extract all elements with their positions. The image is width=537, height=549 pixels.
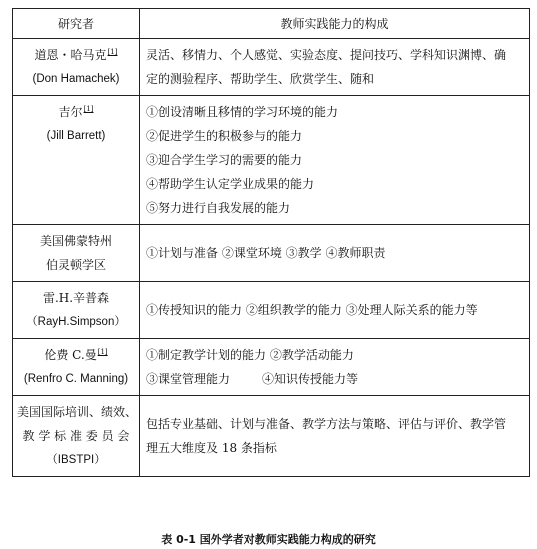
researcher-english-name: （IBSTPI） [46,454,106,466]
components-cell [140,225,530,282]
researcher-name: 吉尔[1] [58,105,94,119]
component-line: ③迎合学生学习的需要的能力 [146,153,303,167]
component-line: ④帮助学生认定学业成果的能力 [146,177,315,191]
researcher-cell [13,396,140,477]
table-row [13,225,530,282]
researcher-english-name: (Don Hamachek) [32,73,120,85]
component-line: ⑤努力进行自我发展的能力 [146,201,291,215]
researcher-name: 道恩・哈马克[1] [34,48,118,62]
researcher-cell [13,39,140,96]
header-researcher: 研究者 [13,9,140,39]
component-line: ①创设清晰且移情的学习环境的能力 [146,105,339,119]
table-header-row [13,9,530,39]
component-line: 理五大维度及 18 条指标 [146,441,277,455]
researcher-name: 雷.H.辛普森 [42,291,110,305]
citation-ref: [1] [83,105,94,113]
component-line: ①传授知识的能力 ②组织教学的能力 ③处理人际关系的能力等 [146,303,478,317]
components-cell [140,396,530,477]
researcher-name: 美国佛蒙特州 [39,234,112,248]
researcher-name-line2: 伯灵顿学区 [45,258,106,272]
components-cell [140,282,530,339]
researcher-name: 美国国际培训、绩效、 [17,405,138,419]
component-line: ③课堂管理能力 ④知识传授能力等 [146,372,359,386]
researcher-name: 伦费 C.曼[1] [44,348,108,362]
researcher-cell [13,225,140,282]
components-cell [140,39,530,96]
table-caption: 表 0-1 国外学者对教师实践能力构成的研究 [161,533,376,546]
component-line: 灵活、移情力、个人感觉、实验态度、提问技巧、学科知识渊博、确 [146,48,507,62]
researcher-cell [13,282,140,339]
header-components: 教师实践能力的构成 [140,9,530,39]
components-cell [140,96,530,225]
citation-ref: [1] [97,348,108,356]
researcher-english-name: (Jill Barrett) [46,130,106,142]
components-cell [140,339,530,396]
table-row [13,339,530,396]
component-line: ①制定教学计划的能力 ②教学活动能力 [146,348,354,362]
researcher-english-name: （RayH.Simpson） [26,316,126,328]
research-table [12,8,530,477]
component-line: ②促进学生的积极参与的能力 [146,129,303,143]
component-line: ①计划与准备 ②课堂环境 ③教学 ④教师职责 [146,246,386,260]
researcher-cell [13,339,140,396]
table-row [13,396,530,477]
researcher-cell [13,96,140,225]
table-row [13,96,530,225]
table-row [13,282,530,339]
researcher-name-line2: 教 学 标 准 委 员 会 [22,429,130,443]
table-row [13,39,530,96]
component-line: 定的测验程序、帮助学生、欣赏学生、随和 [146,72,375,86]
citation-ref: [1] [107,48,118,56]
component-line: 包括专业基础、计划与准备、教学方法与策略、评估与评价、教学管 [146,417,507,431]
researcher-english-name: (Renfro C. Manning) [23,373,129,385]
